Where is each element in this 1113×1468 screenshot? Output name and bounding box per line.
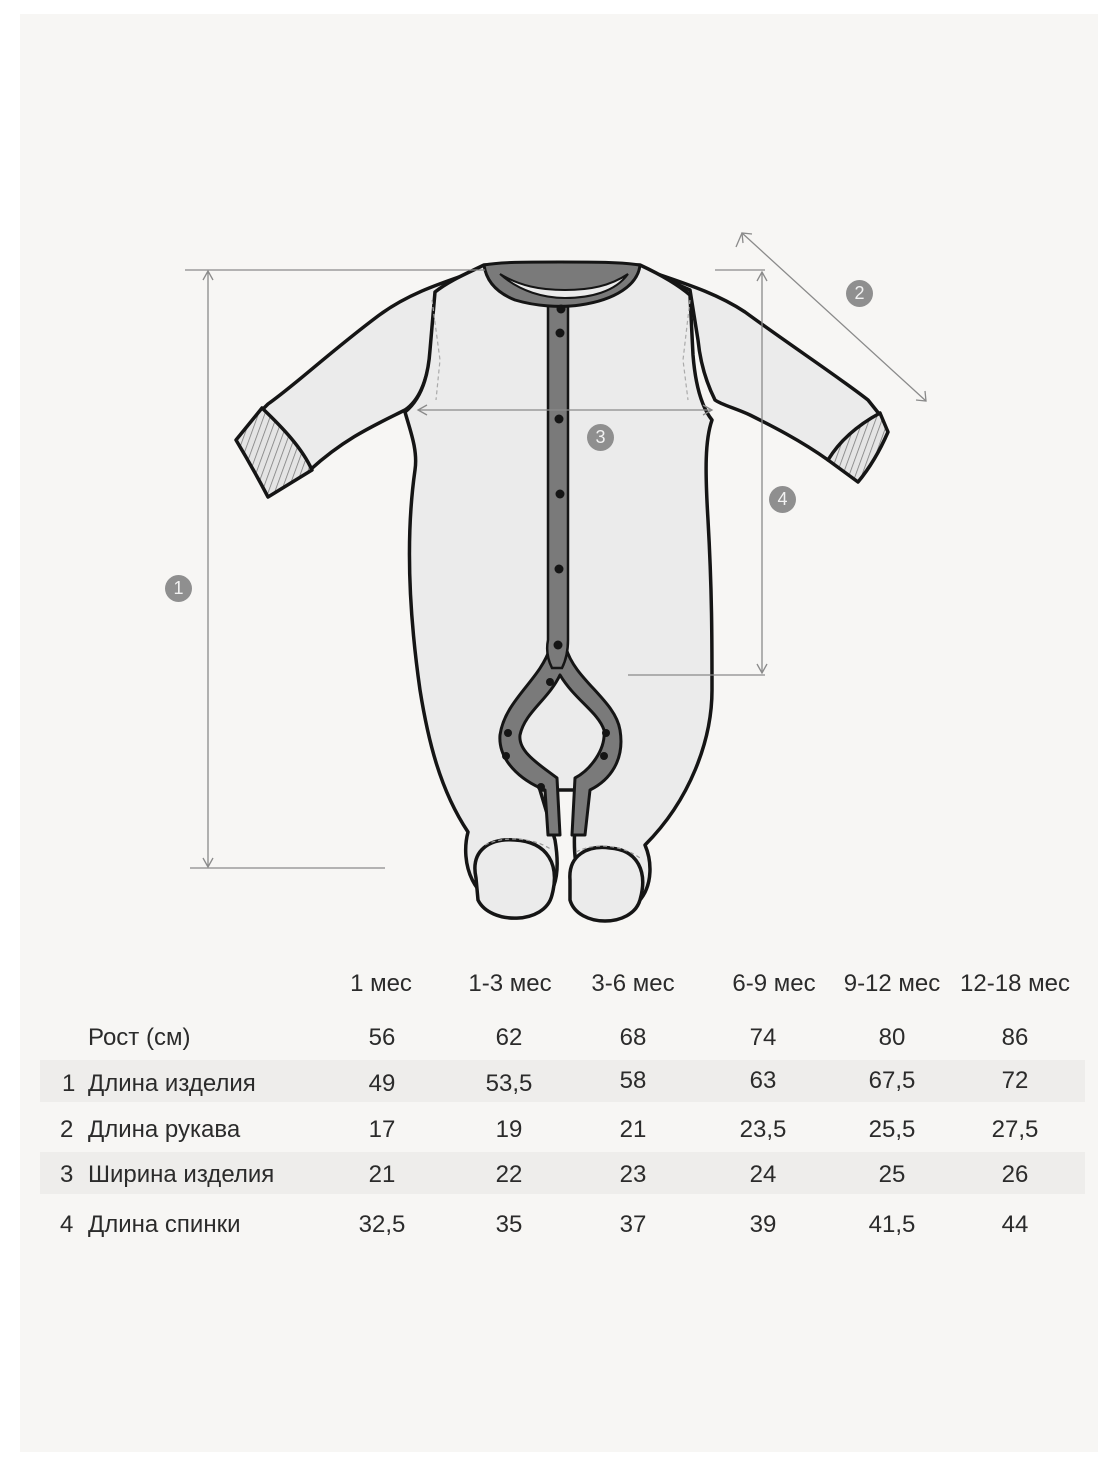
table-header-cell: 3-6 мес <box>591 970 675 997</box>
table-cell: 17 <box>368 1116 396 1143</box>
right-foot <box>570 847 643 921</box>
table-cell: 21 <box>368 1161 396 1188</box>
table-cell: 63 <box>749 1067 777 1094</box>
table-header-cell: 1-3 мес <box>468 970 552 997</box>
row-label: Длина изделия <box>88 1070 256 1097</box>
table-cell: 80 <box>878 1024 906 1051</box>
measure-badge-4: 4 <box>769 486 796 513</box>
row-number: 1 <box>62 1070 76 1097</box>
row-label: Длина спинки <box>88 1211 241 1238</box>
measure-badge-1: 1 <box>165 575 192 602</box>
table-cell: 35 <box>495 1211 523 1238</box>
table-cell: 49 <box>368 1070 396 1097</box>
table-header-cell: 1 мес <box>350 970 412 997</box>
table-cell: 22 <box>495 1161 523 1188</box>
table-cell: 39 <box>749 1211 777 1238</box>
table-cell: 56 <box>368 1024 396 1051</box>
front-placket <box>547 298 568 668</box>
table-header-cell: 6-9 мес <box>732 970 816 997</box>
table-cell: 74 <box>749 1024 777 1051</box>
measure-badge-2: 2 <box>846 280 873 307</box>
row-label: Ширина изделия <box>88 1161 275 1188</box>
table-cell: 58 <box>619 1067 647 1094</box>
table-header-cell: 9-12 мес <box>843 970 941 997</box>
table-cell: 19 <box>495 1116 523 1143</box>
table-cell: 72 <box>1001 1067 1029 1094</box>
row-number: 4 <box>60 1211 74 1238</box>
table-cell: 86 <box>1001 1024 1029 1051</box>
table-cell: 23 <box>619 1161 647 1188</box>
table-cell: 68 <box>619 1024 647 1051</box>
table-cell: 24 <box>749 1161 777 1188</box>
table-cell: 27,5 <box>991 1116 1039 1143</box>
table-cell: 41,5 <box>868 1211 916 1238</box>
row-label: Длина рукава <box>88 1116 241 1143</box>
table-cell: 26 <box>1001 1161 1029 1188</box>
table-cell: 62 <box>495 1024 523 1051</box>
table-cell: 25,5 <box>868 1116 916 1143</box>
table-header-cell: 12-18 мес <box>960 970 1070 997</box>
row-label: Рост (см) <box>88 1024 191 1051</box>
table-cell: 21 <box>619 1116 647 1143</box>
left-foot <box>475 840 554 918</box>
table-cell: 32,5 <box>358 1211 406 1238</box>
row-number: 3 <box>60 1161 74 1188</box>
row-number: 2 <box>60 1116 74 1143</box>
table-cell: 25 <box>878 1161 906 1188</box>
table-cell: 23,5 <box>739 1116 787 1143</box>
table-cell: 67,5 <box>868 1067 916 1094</box>
table-cell: 53,5 <box>485 1070 533 1097</box>
measure-badge-3: 3 <box>587 424 614 451</box>
table-cell: 37 <box>619 1211 647 1238</box>
table-cell: 44 <box>1001 1211 1029 1238</box>
